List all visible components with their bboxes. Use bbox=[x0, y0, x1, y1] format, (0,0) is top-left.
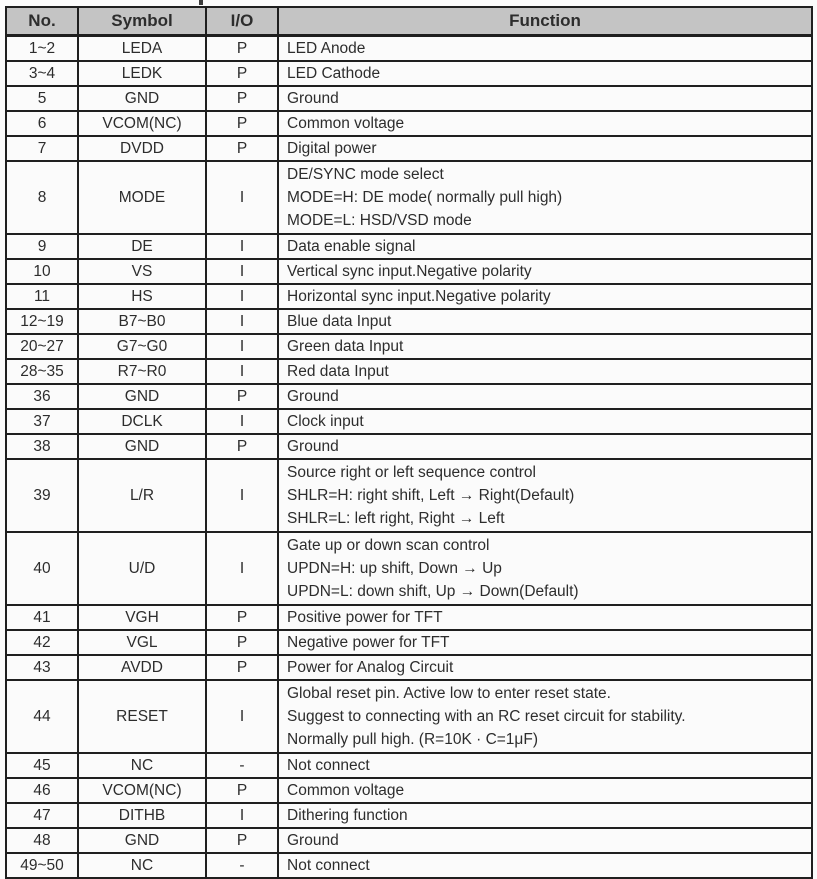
table-row bbox=[6, 828, 812, 853]
function-line: Horizontal sync input.Negative polarity bbox=[287, 287, 551, 305]
cell-symbol: L/R bbox=[78, 459, 206, 532]
cell-no: 7 bbox=[6, 136, 78, 161]
cell-io: I bbox=[206, 334, 278, 359]
cell-no: 6 bbox=[6, 111, 78, 136]
function-line: Ground bbox=[287, 387, 339, 405]
cell-function bbox=[278, 234, 812, 259]
table-row bbox=[6, 778, 812, 803]
cell-function bbox=[278, 853, 812, 878]
function-line: SHLR=L: left right, Right → Left bbox=[287, 509, 505, 527]
cell-no: 38 bbox=[6, 434, 78, 459]
cell-no: 46 bbox=[6, 778, 78, 803]
table-row bbox=[6, 334, 812, 359]
cell-symbol: VCOM(NC) bbox=[78, 111, 206, 136]
cell-no: 8 bbox=[6, 161, 78, 234]
cell-no: 12~19 bbox=[6, 309, 78, 334]
function-line: Power for Analog Circuit bbox=[287, 658, 454, 676]
cell-function bbox=[278, 284, 812, 309]
table-row bbox=[6, 309, 812, 334]
cell-io: P bbox=[206, 434, 278, 459]
function-line: LED Anode bbox=[287, 39, 366, 57]
cell-no: 9 bbox=[6, 234, 78, 259]
function-line: Gate up or down scan control bbox=[287, 536, 490, 554]
function-line: Red data Input bbox=[287, 362, 389, 380]
function-line: Dithering function bbox=[287, 806, 408, 824]
cell-symbol: LEDA bbox=[78, 35, 206, 61]
cell-symbol: GND bbox=[78, 86, 206, 111]
cell-io: P bbox=[206, 384, 278, 409]
cell-no: 11 bbox=[6, 284, 78, 309]
table-row bbox=[6, 803, 812, 828]
function-line: Ground bbox=[287, 89, 339, 107]
table-row bbox=[6, 284, 812, 309]
cell-symbol: NC bbox=[78, 853, 206, 878]
cell-function bbox=[278, 409, 812, 434]
cell-no: 42 bbox=[6, 630, 78, 655]
cell-io: I bbox=[206, 309, 278, 334]
table-row bbox=[6, 86, 812, 111]
cell-symbol: G7~G0 bbox=[78, 334, 206, 359]
cell-io: P bbox=[206, 86, 278, 111]
cell-symbol: DE bbox=[78, 234, 206, 259]
cutoff-heading-remnant bbox=[199, 0, 203, 5]
cell-function bbox=[278, 35, 812, 61]
cell-symbol: DVDD bbox=[78, 136, 206, 161]
cell-no: 43 bbox=[6, 655, 78, 680]
table-row bbox=[6, 409, 812, 434]
header-row bbox=[6, 7, 812, 35]
function-line: UPDN=L: down shift, Up → Down(Default) bbox=[287, 582, 579, 600]
function-line: MODE=L: HSD/VSD mode bbox=[287, 211, 472, 229]
function-line: SHLR=H: right shift, Left → Right(Default) bbox=[287, 486, 575, 504]
table-row bbox=[6, 630, 812, 655]
cell-io: I bbox=[206, 409, 278, 434]
table-row bbox=[6, 853, 812, 878]
cell-no: 36 bbox=[6, 384, 78, 409]
cell-function bbox=[278, 334, 812, 359]
cell-no: 37 bbox=[6, 409, 78, 434]
cell-function bbox=[278, 136, 812, 161]
cell-function bbox=[278, 778, 812, 803]
table-row bbox=[6, 111, 812, 136]
function-line: MODE=H: DE mode( normally pull high) bbox=[287, 188, 563, 206]
table-row bbox=[6, 680, 812, 753]
cell-io: I bbox=[206, 803, 278, 828]
cell-io: I bbox=[206, 259, 278, 284]
function-line: Data enable signal bbox=[287, 237, 416, 255]
table-row bbox=[6, 234, 812, 259]
cell-function bbox=[278, 111, 812, 136]
cell-symbol: AVDD bbox=[78, 655, 206, 680]
cell-io: P bbox=[206, 61, 278, 86]
cell-io: P bbox=[206, 630, 278, 655]
function-line: Normally pull high. (R=10K · C=1μF) bbox=[287, 730, 538, 748]
table-row bbox=[6, 655, 812, 680]
cell-function bbox=[278, 86, 812, 111]
function-line: Clock input bbox=[287, 412, 364, 430]
table-row bbox=[6, 605, 812, 630]
cell-io: - bbox=[206, 853, 278, 878]
cell-no: 39 bbox=[6, 459, 78, 532]
table-row bbox=[6, 161, 812, 234]
cell-no: 41 bbox=[6, 605, 78, 630]
function-line: Source right or left sequence control bbox=[287, 463, 536, 481]
cell-io: P bbox=[206, 35, 278, 61]
cell-no: 48 bbox=[6, 828, 78, 853]
function-line: Common voltage bbox=[287, 114, 405, 132]
header-function: Function bbox=[278, 7, 812, 35]
header-symbol: Symbol bbox=[78, 7, 206, 35]
cell-symbol: U/D bbox=[78, 532, 206, 605]
cell-symbol: DCLK bbox=[78, 409, 206, 434]
table-row bbox=[6, 459, 812, 532]
function-line: Vertical sync input.Negative polarity bbox=[287, 262, 532, 280]
function-line: DE/SYNC mode select bbox=[287, 165, 444, 183]
table-row bbox=[6, 359, 812, 384]
cell-symbol: LEDK bbox=[78, 61, 206, 86]
cell-function bbox=[278, 680, 812, 753]
function-line: Digital power bbox=[287, 139, 377, 157]
cell-symbol: VGL bbox=[78, 630, 206, 655]
cell-function bbox=[278, 61, 812, 86]
cell-function bbox=[278, 605, 812, 630]
cell-no: 49~50 bbox=[6, 853, 78, 878]
cell-symbol: RESET bbox=[78, 680, 206, 753]
cell-symbol: GND bbox=[78, 828, 206, 853]
table-row bbox=[6, 753, 812, 778]
cell-function bbox=[278, 828, 812, 853]
cell-no: 28~35 bbox=[6, 359, 78, 384]
cell-io: P bbox=[206, 778, 278, 803]
cell-io: P bbox=[206, 605, 278, 630]
cell-symbol: HS bbox=[78, 284, 206, 309]
cell-no: 47 bbox=[6, 803, 78, 828]
cell-function bbox=[278, 630, 812, 655]
cell-no: 44 bbox=[6, 680, 78, 753]
cell-no: 10 bbox=[6, 259, 78, 284]
pin-table-body bbox=[6, 35, 812, 878]
cell-io: I bbox=[206, 234, 278, 259]
cell-symbol: GND bbox=[78, 384, 206, 409]
cell-symbol: MODE bbox=[78, 161, 206, 234]
cell-io: I bbox=[206, 459, 278, 532]
cell-no: 45 bbox=[6, 753, 78, 778]
table-row bbox=[6, 61, 812, 86]
table-row bbox=[6, 532, 812, 605]
cell-no: 20~27 bbox=[6, 334, 78, 359]
cell-symbol: VGH bbox=[78, 605, 206, 630]
cell-no: 5 bbox=[6, 86, 78, 111]
cell-no: 40 bbox=[6, 532, 78, 605]
table-row bbox=[6, 136, 812, 161]
cell-io: P bbox=[206, 828, 278, 853]
cell-no: 3~4 bbox=[6, 61, 78, 86]
cell-symbol: B7~B0 bbox=[78, 309, 206, 334]
function-line: Green data Input bbox=[287, 337, 404, 355]
cell-io: P bbox=[206, 655, 278, 680]
cell-symbol: VS bbox=[78, 259, 206, 284]
cell-symbol: NC bbox=[78, 753, 206, 778]
cell-io: I bbox=[206, 161, 278, 234]
cell-io: I bbox=[206, 359, 278, 384]
function-line: LED Cathode bbox=[287, 64, 381, 82]
cell-function bbox=[278, 359, 812, 384]
cell-io: I bbox=[206, 284, 278, 309]
cell-function bbox=[278, 259, 812, 284]
function-line: Common voltage bbox=[287, 781, 405, 799]
function-line: Ground bbox=[287, 437, 339, 455]
function-line: Not connect bbox=[287, 756, 370, 774]
cell-io: I bbox=[206, 680, 278, 753]
function-line: UPDN=H: up shift, Down → Up bbox=[287, 559, 502, 577]
function-line: Suggest to connecting with an RC reset circuit for stability. bbox=[287, 707, 686, 725]
table-row bbox=[6, 434, 812, 459]
table-row bbox=[6, 35, 812, 61]
cell-symbol: DITHB bbox=[78, 803, 206, 828]
table-row bbox=[6, 259, 812, 284]
cell-function bbox=[278, 532, 812, 605]
cell-function bbox=[278, 459, 812, 532]
header-io: I/O bbox=[206, 7, 278, 35]
table-row bbox=[6, 384, 812, 409]
function-line: Blue data Input bbox=[287, 312, 392, 330]
cell-symbol: VCOM(NC) bbox=[78, 778, 206, 803]
pin-description-table bbox=[5, 6, 813, 879]
cell-symbol: R7~R0 bbox=[78, 359, 206, 384]
cell-function bbox=[278, 309, 812, 334]
cell-function bbox=[278, 161, 812, 234]
cell-function bbox=[278, 384, 812, 409]
cell-function bbox=[278, 655, 812, 680]
cell-function bbox=[278, 753, 812, 778]
cell-io: - bbox=[206, 753, 278, 778]
cell-io: P bbox=[206, 111, 278, 136]
function-line: Not connect bbox=[287, 856, 370, 874]
cell-function bbox=[278, 434, 812, 459]
header-no: No. bbox=[6, 7, 78, 35]
function-line: Ground bbox=[287, 831, 339, 849]
cell-io: I bbox=[206, 532, 278, 605]
cell-io: P bbox=[206, 136, 278, 161]
cell-no: 1~2 bbox=[6, 35, 78, 61]
cell-function bbox=[278, 803, 812, 828]
function-line: Positive power for TFT bbox=[287, 608, 443, 626]
cell-symbol: GND bbox=[78, 434, 206, 459]
function-line: Negative power for TFT bbox=[287, 633, 450, 651]
function-line: Global reset pin. Active low to enter reset state. bbox=[287, 684, 611, 702]
